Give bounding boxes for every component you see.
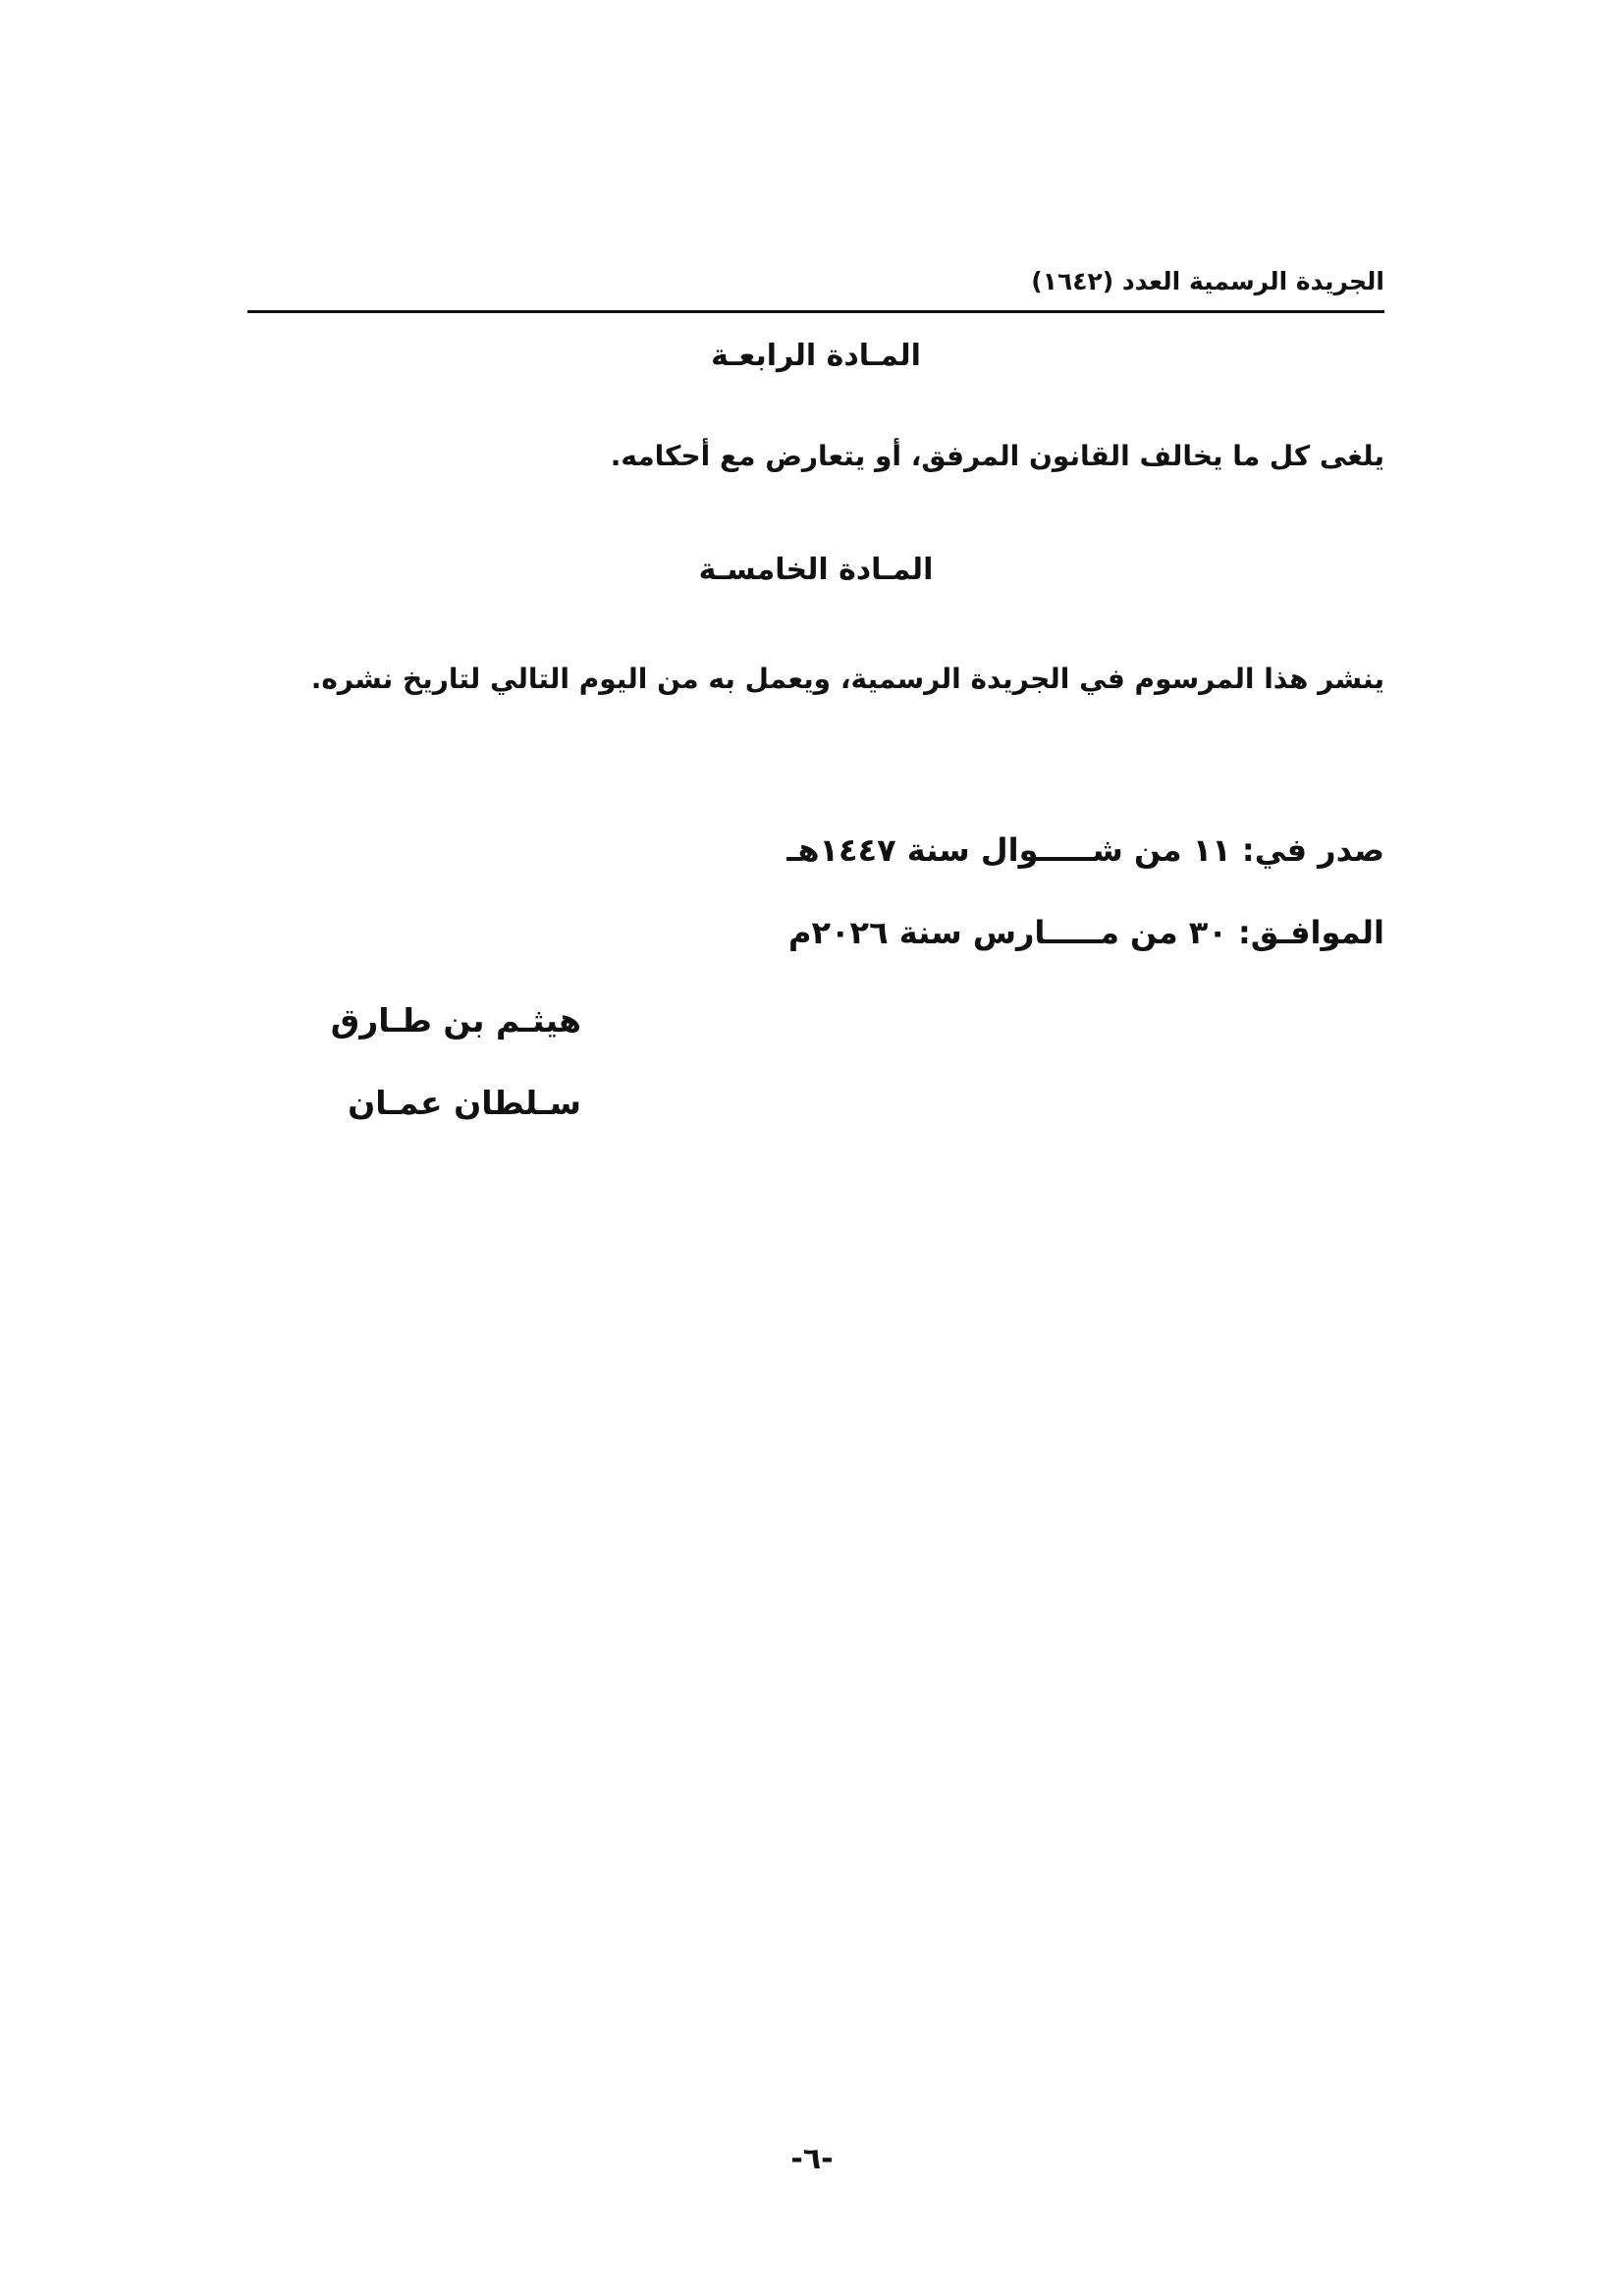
signatory-name: هيثـم بن طـارق: [330, 1001, 581, 1040]
article-4-text: يلغى كل ما يخالف القانون المرفق، أو يتعارض مع أحكامه.: [610, 440, 1384, 472]
article-4-title: المـادة الرابعـة: [711, 339, 921, 373]
header-divider: [247, 310, 1384, 313]
issued-date: صدر في: ١١ من شـــــوال سنة ١٤٤٧هـ: [786, 831, 1384, 869]
signatory-title: سـلطان عمـان: [348, 1084, 581, 1122]
corresponding-date: الموافـق: ٣٠ من مـــــارس سنة ٢٠٢٦م: [788, 914, 1384, 951]
gazette-header: الجريدة الرسمية العدد (١٦٤٢): [1031, 267, 1384, 295]
page-number: -٦-: [790, 2142, 834, 2176]
article-5-title: المـادة الخامسـة: [698, 553, 934, 587]
article-5-text: ينشر هذا المرسوم في الجريدة الرسمية، ويعمل به من اليوم التالي لتاريخ نشره.: [310, 663, 1384, 695]
